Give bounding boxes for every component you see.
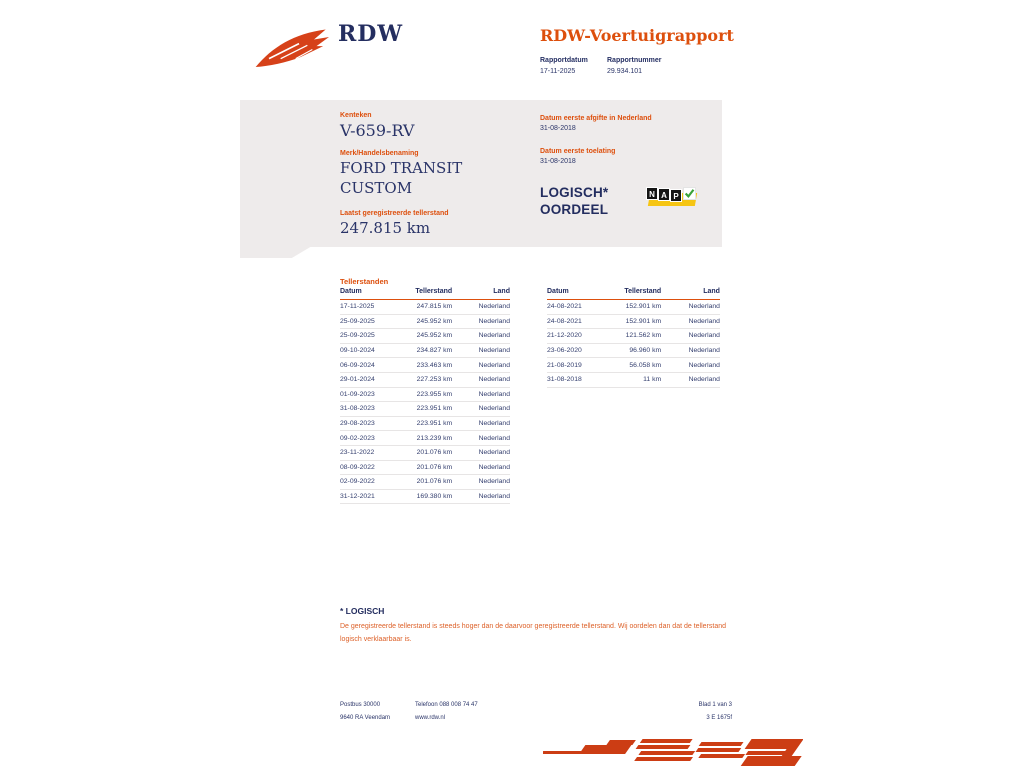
afgifte-label: Datum eerste afgifte in Nederland: [540, 115, 652, 122]
table-row: [547, 329, 720, 344]
table-row: [340, 329, 510, 344]
table-row: [340, 475, 510, 490]
cell-tellerstand: 201.076 km: [416, 463, 453, 471]
kenteken-label: Kenteken: [340, 112, 372, 119]
cell-datum: 24-08-2021: [547, 303, 582, 311]
table-row: [340, 490, 510, 505]
cell-tellerstand: 201.076 km: [416, 478, 453, 486]
tellerstanden-section-title: Tellerstanden: [340, 277, 389, 286]
kenteken-value: V-659-RV: [340, 121, 415, 140]
table-row: [340, 344, 510, 359]
cell-datum: 09-02-2023: [340, 434, 375, 442]
cell-land: Nederland: [688, 303, 720, 311]
report-date-block: [540, 57, 588, 75]
table-row: [547, 344, 720, 359]
cell-land: Nederland: [478, 449, 510, 457]
cell-tellerstand: 245.952 km: [416, 332, 453, 340]
col-header-tellerstand: Tellerstand: [624, 288, 662, 295]
cell-land: Nederland: [478, 332, 510, 340]
table-row: [340, 402, 510, 417]
cell-tellerstand: 121.562 km: [625, 332, 662, 340]
cell-land: Nederland: [478, 463, 510, 471]
cell-datum: 23-11-2022: [340, 449, 375, 457]
footer-page-number: Blad 1 van 3: [698, 702, 732, 708]
cell-datum: 31-08-2023: [340, 405, 375, 413]
footer-address-line2: 9640 RA Veendam: [340, 715, 391, 721]
footer-address-line1: Postbus 30000: [340, 702, 381, 708]
cell-datum: 25-09-2025: [340, 332, 375, 340]
table-row: [340, 358, 510, 373]
cell-datum: 29-08-2023: [340, 420, 375, 428]
report-number-block: [607, 57, 661, 75]
cell-datum: 08-09-2022: [340, 463, 375, 471]
table-row: [340, 373, 510, 388]
report-number-label: Rapportnummer: [607, 57, 662, 64]
table-row: [340, 461, 510, 476]
cell-datum: 06-09-2024: [340, 361, 375, 369]
cell-datum: 01-09-2023: [340, 390, 375, 398]
document-title: RDW-Voertuigrapport: [540, 26, 734, 45]
nap-letter-n: N: [646, 187, 658, 200]
table-row: [547, 373, 720, 388]
cell-land: Nederland: [688, 332, 720, 340]
nap-letter-p: P: [670, 189, 682, 202]
cell-land: Nederland: [688, 347, 720, 355]
footer-website: www.rdw.nl: [415, 715, 446, 721]
nap-check-icon: [683, 187, 696, 200]
cell-land: Nederland: [688, 376, 720, 384]
info-box-tail: [240, 246, 312, 258]
cell-datum: 09-10-2024: [340, 347, 375, 355]
cell-land: Nederland: [478, 390, 510, 398]
toelating-value: 31-08-2018: [540, 158, 576, 165]
tellerstanden-table-right: [547, 288, 720, 388]
cell-land: Nederland: [688, 317, 720, 325]
col-header-datum: Datum: [340, 288, 362, 295]
cell-tellerstand: 11 km: [643, 376, 662, 384]
report-date-label: Rapportdatum: [540, 57, 588, 64]
cell-tellerstand: 247.815 km: [416, 303, 453, 311]
cell-tellerstand: 227.253 km: [416, 376, 453, 384]
cell-tellerstand: 169.380 km: [416, 493, 453, 501]
col-header-land: Land: [493, 288, 510, 295]
afgifte-value: 31-08-2018: [540, 125, 576, 132]
nap-logo: [646, 184, 698, 210]
cell-datum: 31-12-2021: [340, 493, 375, 501]
table-row: [547, 358, 720, 373]
tellerstand-value: 247.815 km: [340, 219, 431, 237]
cell-land: Nederland: [688, 361, 720, 369]
rdw-wordmark: RDW: [338, 21, 404, 47]
cell-tellerstand: 223.951 km: [416, 420, 453, 428]
table-row: [340, 300, 510, 315]
merk-label: Merk/Handelsbenaming: [340, 150, 419, 157]
col-header-datum: Datum: [547, 288, 569, 295]
cell-land: Nederland: [478, 434, 510, 442]
report-meta: [540, 57, 662, 75]
col-header-tellerstand: Tellerstand: [415, 288, 453, 295]
footer-stripes-graphic: [543, 737, 803, 768]
cell-tellerstand: 152.901 km: [625, 317, 662, 325]
tellerstanden-table-left: [340, 288, 510, 504]
cell-land: Nederland: [478, 303, 510, 311]
table-row: [340, 315, 510, 330]
footer-phone: Telefoon 088 008 74 47: [415, 702, 478, 708]
cell-land: Nederland: [478, 493, 510, 501]
table-row: [547, 300, 720, 315]
cell-tellerstand: 213.239 km: [416, 434, 453, 442]
cell-land: Nederland: [478, 420, 510, 428]
toelating-label: Datum eerste toelating: [540, 148, 616, 155]
cell-datum: 29-01-2024: [340, 376, 375, 384]
nap-letter-a: A: [658, 188, 670, 201]
cell-datum: 21-12-2020: [547, 332, 582, 340]
cell-tellerstand: 96.960 km: [629, 347, 662, 355]
cell-land: Nederland: [478, 405, 510, 413]
cell-land: Nederland: [478, 347, 510, 355]
table-row: [340, 417, 510, 432]
cell-land: Nederland: [478, 361, 510, 369]
footer-form-code: 3 E 1675f: [706, 715, 732, 721]
cell-tellerstand: 201.076 km: [416, 449, 453, 457]
table-header: [547, 288, 720, 300]
cell-tellerstand: 223.951 km: [416, 405, 453, 413]
col-header-land: Land: [703, 288, 720, 295]
merk-value: FORD TRANSIT CUSTOM: [340, 159, 463, 197]
table-row: [547, 315, 720, 330]
logisch-note-body: De geregistreerde tellerstand is steeds hoger dan de daarvoor geregistreerde tellerstand. Wij oordelen dan dat de tellerstand logisch verklaarbaar is.: [340, 623, 727, 643]
cell-tellerstand: 152.901 km: [625, 303, 662, 311]
cell-datum: 17-11-2025: [340, 303, 375, 311]
oordeel-verdict: LOGISCH* OORDEEL: [540, 185, 609, 217]
cell-datum: 25-09-2025: [340, 317, 375, 325]
cell-land: Nederland: [478, 376, 510, 384]
tellerstand-label: Laatst geregistreerde tellerstand: [340, 210, 449, 217]
cell-datum: 24-08-2021: [547, 317, 582, 325]
cell-datum: 21-08-2019: [547, 361, 582, 369]
table-row: [340, 388, 510, 403]
cell-tellerstand: 245.952 km: [416, 317, 453, 325]
cell-tellerstand: 223.955 km: [416, 390, 453, 398]
cell-land: Nederland: [478, 317, 510, 325]
cell-datum: 02-09-2022: [340, 478, 375, 486]
cell-tellerstand: 56.058 km: [629, 361, 662, 369]
logisch-note-title: * LOGISCH: [340, 606, 385, 616]
cell-tellerstand: 234.827 km: [416, 347, 453, 355]
report-number-value: 29.934.101: [607, 68, 643, 75]
rdw-bird-logo-icon: [252, 22, 336, 72]
vehicle-info-box: [240, 100, 722, 247]
report-date-value: 17-11-2025: [540, 68, 576, 75]
cell-datum: 23-06-2020: [547, 347, 582, 355]
cell-land: Nederland: [478, 478, 510, 486]
table-row: [340, 431, 510, 446]
cell-tellerstand: 233.463 km: [416, 361, 453, 369]
table-header: [340, 288, 510, 300]
table-row: [340, 446, 510, 461]
cell-datum: 31-08-2018: [547, 376, 582, 384]
